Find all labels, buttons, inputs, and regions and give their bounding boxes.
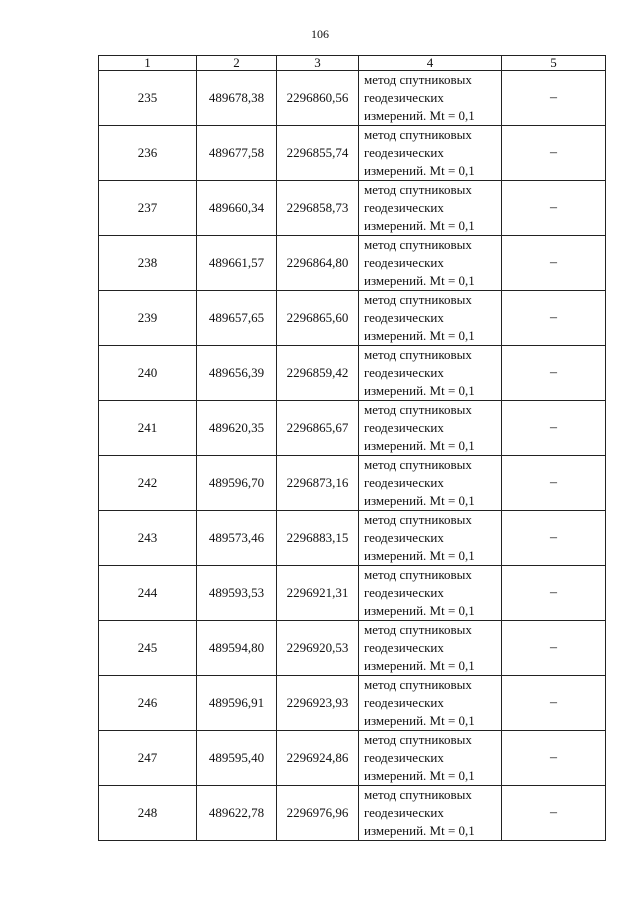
x-coordinate-cell: 489573,46 [197,511,277,566]
method-line-1: метод спутниковых [364,732,472,747]
method-line-2: геодезических [364,310,444,325]
x-coordinate-cell: 489660,34 [197,181,277,236]
method-line-3: измерений. Mt = 0,1 [364,273,475,288]
method-cell [359,511,502,566]
method-line-1: метод спутниковых [364,237,472,252]
column-header-3: 3 [277,56,359,71]
method-line-3: измерений. Mt = 0,1 [364,328,475,343]
table-row [99,731,606,786]
x-coordinate-cell: 489595,40 [197,731,277,786]
x-coordinate-cell: 489661,57 [197,236,277,291]
method-cell [359,181,502,236]
x-coordinate-cell: 489594,80 [197,621,277,676]
note-cell: – [502,236,606,291]
method-line-2: геодезических [364,475,444,490]
y-coordinate-cell: 2296873,16 [277,456,359,511]
method-cell [359,291,502,346]
note-cell: – [502,621,606,676]
method-line-1: метод спутниковых [364,347,472,362]
x-coordinate-cell: 489593,53 [197,566,277,621]
note-cell: – [502,456,606,511]
table-row [99,566,606,621]
table-row [99,456,606,511]
y-coordinate-cell: 2296864,80 [277,236,359,291]
column-header-2: 2 [197,56,277,71]
table-row [99,181,606,236]
x-coordinate-cell: 489596,70 [197,456,277,511]
header-row [99,56,606,71]
note-cell: – [502,346,606,401]
x-coordinate-cell: 489596,91 [197,676,277,731]
note-cell: – [502,181,606,236]
method-line-1: метод спутниковых [364,457,472,472]
y-coordinate-cell: 2296865,60 [277,291,359,346]
method-line-1: метод спутниковых [364,127,472,142]
point-number-cell: 246 [99,676,197,731]
y-coordinate-cell: 2296858,73 [277,181,359,236]
table-body [99,71,606,841]
method-line-2: геодезических [364,420,444,435]
method-line-1: метод спутниковых [364,292,472,307]
method-cell [359,401,502,456]
point-number-cell: 241 [99,401,197,456]
point-number-cell: 245 [99,621,197,676]
column-header-4: 4 [359,56,502,71]
x-coordinate-cell: 489677,58 [197,126,277,181]
table-row [99,126,606,181]
table-row [99,786,606,841]
column-header-5: 5 [502,56,606,71]
method-cell [359,456,502,511]
method-line-3: измерений. Mt = 0,1 [364,768,475,783]
method-cell [359,71,502,126]
note-cell: – [502,71,606,126]
note-cell: – [502,291,606,346]
point-number-cell: 240 [99,346,197,401]
method-line-2: геодезических [364,585,444,600]
y-coordinate-cell: 2296921,31 [277,566,359,621]
method-cell [359,236,502,291]
method-line-3: измерений. Mt = 0,1 [364,218,475,233]
point-number-cell: 235 [99,71,197,126]
method-line-2: геодезических [364,750,444,765]
point-number-cell: 239 [99,291,197,346]
method-line-3: измерений. Mt = 0,1 [364,438,475,453]
method-line-1: метод спутниковых [364,567,472,582]
note-cell: – [502,401,606,456]
method-line-3: измерений. Mt = 0,1 [364,713,475,728]
table-row [99,511,606,566]
method-line-2: геодезических [364,640,444,655]
x-coordinate-cell: 489622,78 [197,786,277,841]
x-coordinate-cell: 489678,38 [197,71,277,126]
method-cell [359,731,502,786]
point-number-cell: 244 [99,566,197,621]
y-coordinate-cell: 2296920,53 [277,621,359,676]
method-line-1: метод спутниковых [364,622,472,637]
table-row [99,71,606,126]
method-line-3: измерений. Mt = 0,1 [364,108,475,123]
method-line-2: геодезических [364,90,444,105]
y-coordinate-cell: 2296860,56 [277,71,359,126]
y-coordinate-cell: 2296865,67 [277,401,359,456]
method-line-3: измерений. Mt = 0,1 [364,658,475,673]
y-coordinate-cell: 2296855,74 [277,126,359,181]
method-cell [359,621,502,676]
table-row [99,401,606,456]
method-line-2: геодезических [364,365,444,380]
y-coordinate-cell: 2296923,93 [277,676,359,731]
point-number-cell: 242 [99,456,197,511]
note-cell: – [502,731,606,786]
method-line-2: геодезических [364,255,444,270]
method-cell [359,566,502,621]
method-line-1: метод спутниковых [364,182,472,197]
method-cell [359,126,502,181]
table-row [99,291,606,346]
method-line-2: геодезических [364,530,444,545]
table-row [99,346,606,401]
page-number: 106 [311,27,329,41]
point-number-cell: 236 [99,126,197,181]
method-line-3: измерений. Mt = 0,1 [364,163,475,178]
coordinates-table [98,55,606,841]
table-row [99,236,606,291]
method-line-2: геодезических [364,200,444,215]
column-header-1: 1 [99,56,197,71]
x-coordinate-cell: 489656,39 [197,346,277,401]
method-line-3: измерений. Mt = 0,1 [364,603,475,618]
point-number-cell: 248 [99,786,197,841]
method-line-1: метод спутниковых [364,72,472,87]
point-number-cell: 238 [99,236,197,291]
note-cell: – [502,676,606,731]
y-coordinate-cell: 2296924,86 [277,731,359,786]
method-line-3: измерений. Mt = 0,1 [364,493,475,508]
note-cell: – [502,511,606,566]
note-cell: – [502,566,606,621]
point-number-cell: 237 [99,181,197,236]
table-row [99,676,606,731]
x-coordinate-cell: 489657,65 [197,291,277,346]
table-header [99,56,606,71]
method-cell [359,786,502,841]
note-cell: – [502,786,606,841]
method-line-2: геодезических [364,805,444,820]
method-cell [359,346,502,401]
method-line-1: метод спутниковых [364,512,472,527]
y-coordinate-cell: 2296883,15 [277,511,359,566]
x-coordinate-cell: 489620,35 [197,401,277,456]
method-line-2: геодезических [364,145,444,160]
point-number-cell: 243 [99,511,197,566]
method-line-3: измерений. Mt = 0,1 [364,548,475,563]
y-coordinate-cell: 2296976,96 [277,786,359,841]
method-line-2: геодезических [364,695,444,710]
table-row [99,621,606,676]
method-line-1: метод спутниковых [364,677,472,692]
note-cell: – [502,126,606,181]
method-cell [359,676,502,731]
method-line-3: измерений. Mt = 0,1 [364,383,475,398]
y-coordinate-cell: 2296859,42 [277,346,359,401]
method-line-1: метод спутниковых [364,402,472,417]
point-number-cell: 247 [99,731,197,786]
method-line-1: метод спутниковых [364,787,472,802]
method-line-3: измерений. Mt = 0,1 [364,823,475,838]
